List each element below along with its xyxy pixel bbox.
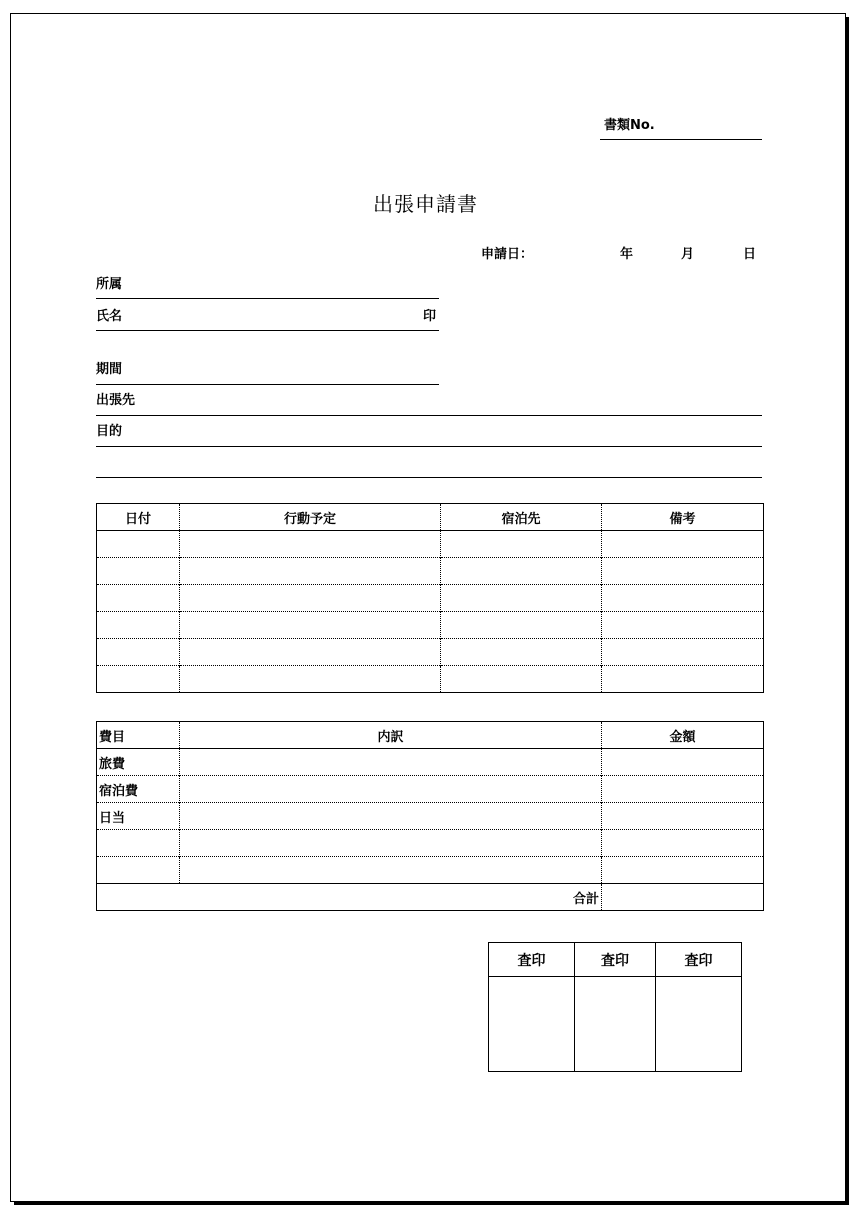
approval-header-row bbox=[489, 943, 742, 977]
purpose-label: 目的 bbox=[96, 424, 123, 439]
period-line bbox=[96, 384, 439, 385]
schedule-cell[interactable] bbox=[602, 666, 764, 693]
schedule-cell[interactable] bbox=[180, 558, 441, 585]
schedule-cell[interactable] bbox=[97, 612, 180, 639]
purpose-line bbox=[96, 446, 762, 447]
schedule-cell[interactable] bbox=[97, 558, 180, 585]
schedule-row bbox=[97, 531, 764, 558]
schedule-cell[interactable] bbox=[441, 612, 602, 639]
schedule-cell[interactable] bbox=[180, 612, 441, 639]
expense-row bbox=[97, 857, 764, 884]
schedule-cell[interactable] bbox=[97, 639, 180, 666]
expense-detail-cell[interactable] bbox=[180, 857, 602, 884]
schedule-cell[interactable] bbox=[602, 612, 764, 639]
schedule-header-lodging: 宿泊先 bbox=[441, 504, 602, 531]
schedule-cell[interactable] bbox=[602, 639, 764, 666]
schedule-row bbox=[97, 585, 764, 612]
schedule-cell[interactable] bbox=[97, 531, 180, 558]
expense-detail-cell[interactable] bbox=[180, 749, 602, 776]
expense-total-amount[interactable] bbox=[602, 884, 764, 911]
approval-header: 査印 bbox=[575, 943, 656, 977]
doc-number-label: 書類No. bbox=[604, 118, 655, 133]
expense-item-label[interactable] bbox=[97, 830, 180, 857]
schedule-row bbox=[97, 558, 764, 585]
expense-item-label: 旅費 bbox=[97, 749, 180, 776]
name-line bbox=[96, 330, 439, 331]
expense-header-amount: 金額 bbox=[602, 722, 764, 749]
expense-header-item: 費目 bbox=[99, 729, 126, 745]
schedule-header-date: 日付 bbox=[124, 511, 151, 527]
destination-label: 出張先 bbox=[96, 393, 136, 408]
expense-row bbox=[97, 776, 764, 803]
approval-header: 査印 bbox=[656, 943, 742, 977]
schedule-cell[interactable] bbox=[180, 639, 441, 666]
schedule-cell[interactable] bbox=[180, 531, 441, 558]
schedule-cell[interactable] bbox=[97, 585, 180, 612]
schedule-header-row bbox=[97, 504, 764, 531]
expense-total-label: 合計 bbox=[97, 884, 602, 911]
expense-row bbox=[97, 830, 764, 857]
purpose-line-2 bbox=[96, 477, 762, 478]
day-label: 日 bbox=[743, 247, 757, 262]
expense-item-label: 日当 bbox=[97, 803, 180, 830]
expense-amount-cell[interactable] bbox=[602, 830, 764, 857]
expense-amount-cell[interactable] bbox=[602, 776, 764, 803]
schedule-header-plan: 行動予定 bbox=[180, 504, 441, 531]
year-label: 年 bbox=[620, 247, 634, 262]
expense-detail-cell[interactable] bbox=[180, 803, 602, 830]
expense-amount-cell[interactable] bbox=[602, 749, 764, 776]
expense-row bbox=[97, 749, 764, 776]
schedule-cell[interactable] bbox=[441, 666, 602, 693]
expense-detail-cell[interactable] bbox=[180, 830, 602, 857]
approval-stamp-box[interactable] bbox=[489, 977, 575, 1072]
page-shadow-bottom bbox=[14, 1202, 849, 1205]
schedule-cell[interactable] bbox=[602, 558, 764, 585]
approval-header: 査印 bbox=[489, 943, 575, 977]
approval-stamp-box[interactable] bbox=[656, 977, 742, 1072]
schedule-row bbox=[97, 666, 764, 693]
department-label: 所属 bbox=[96, 277, 123, 292]
schedule-cell[interactable] bbox=[441, 558, 602, 585]
schedule-cell[interactable] bbox=[602, 585, 764, 612]
department-line bbox=[96, 298, 439, 299]
approval-stamp-table bbox=[488, 942, 742, 1072]
schedule-row bbox=[97, 639, 764, 666]
schedule-table bbox=[96, 503, 764, 693]
name-label: 氏名 bbox=[96, 309, 123, 324]
period-label: 期間 bbox=[96, 362, 123, 377]
expense-total-row bbox=[97, 884, 764, 911]
schedule-cell[interactable] bbox=[441, 639, 602, 666]
schedule-header-notes: 備考 bbox=[602, 504, 764, 531]
schedule-cell[interactable] bbox=[180, 585, 441, 612]
expense-item-label: 宿泊費 bbox=[97, 776, 180, 803]
expense-header-row bbox=[97, 722, 764, 749]
expense-detail-cell[interactable] bbox=[180, 776, 602, 803]
expense-amount-cell[interactable] bbox=[602, 857, 764, 884]
page-title: 出張申請書 bbox=[373, 192, 478, 216]
schedule-cell[interactable] bbox=[441, 531, 602, 558]
expense-amount-cell[interactable] bbox=[602, 803, 764, 830]
approval-stamp-row bbox=[489, 977, 742, 1072]
schedule-cell[interactable] bbox=[602, 531, 764, 558]
schedule-row bbox=[97, 612, 764, 639]
page-shadow-right bbox=[846, 17, 849, 1205]
doc-number-line bbox=[600, 139, 762, 140]
expense-table bbox=[96, 721, 764, 911]
destination-line bbox=[96, 415, 762, 416]
schedule-cell[interactable] bbox=[180, 666, 441, 693]
schedule-cell[interactable] bbox=[441, 585, 602, 612]
application-date-label: 申請日： bbox=[481, 247, 534, 262]
expense-item-label[interactable] bbox=[97, 857, 180, 884]
expense-header-detail: 内訳 bbox=[180, 722, 602, 749]
approval-stamp-box[interactable] bbox=[575, 977, 656, 1072]
schedule-cell[interactable] bbox=[97, 666, 180, 693]
month-label: 月 bbox=[681, 247, 695, 262]
expense-row bbox=[97, 803, 764, 830]
seal-label: 印 bbox=[423, 309, 437, 324]
